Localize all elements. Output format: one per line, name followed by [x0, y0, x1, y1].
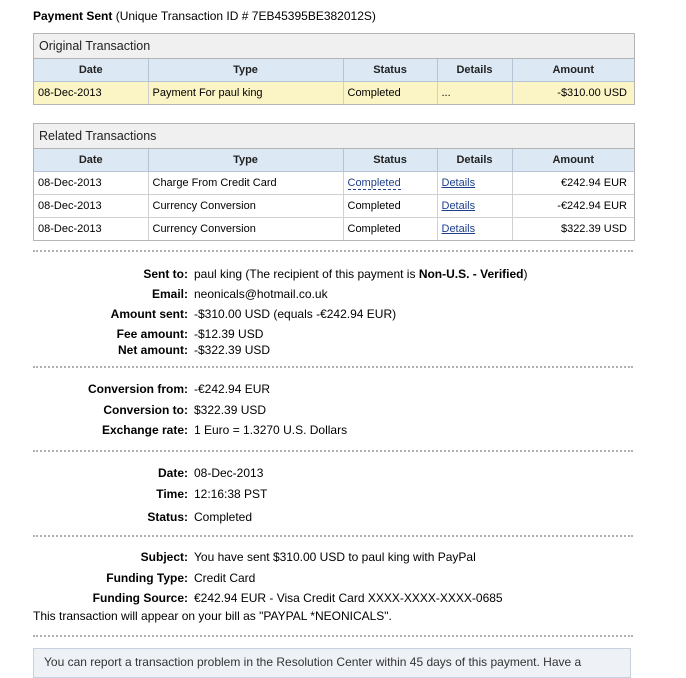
- date-value: 08-Dec-2013: [194, 466, 264, 480]
- original-transaction-panel: [33, 33, 635, 105]
- col-header-date: Date: [34, 149, 148, 172]
- details-link[interactable]: Details: [441, 177, 476, 189]
- divider: [33, 535, 633, 537]
- time-value: 12:16:38 PST: [194, 487, 268, 501]
- fee-label: Fee amount:: [116, 327, 188, 341]
- funding-type-label: Funding Type:: [106, 571, 188, 585]
- col-header-status: Status: [343, 59, 437, 82]
- funding-source-label: Funding Source:: [92, 591, 188, 605]
- page-header: [33, 9, 376, 23]
- funding-type-value: Credit Card: [194, 571, 256, 585]
- conversion-to-row: [33, 402, 633, 418]
- resolution-notice: [33, 648, 631, 678]
- original-transaction-table: [34, 59, 634, 104]
- table-header-row: [34, 149, 634, 172]
- cell-status: Completed: [343, 195, 437, 218]
- col-header-details: Details: [437, 59, 512, 82]
- amount-label: Amount sent:: [110, 307, 188, 321]
- conversion-from-value: -€242.94 EUR: [194, 382, 271, 396]
- related-transactions-table: [34, 149, 634, 240]
- cell-date: 08-Dec-2013: [34, 172, 148, 195]
- table-header-row: [34, 59, 634, 82]
- subject-value: You have sent $310.00 USD to paul king with PayPal: [194, 550, 476, 564]
- sent-to-label: Sent to:: [143, 267, 188, 281]
- cell-type: Currency Conversion: [148, 195, 343, 218]
- subject-row: [33, 549, 633, 565]
- cell-date: 08-Dec-2013: [34, 82, 148, 105]
- status-row: [33, 509, 633, 525]
- date-row: [33, 465, 633, 481]
- divider: [33, 450, 633, 452]
- sent-to-row: [33, 266, 633, 282]
- exchange-rate-label: Exchange rate:: [101, 423, 188, 437]
- funding-type-row: [33, 570, 633, 586]
- table-row: [34, 218, 634, 241]
- exchange-rate-row: [33, 422, 633, 438]
- table-row: [34, 172, 634, 195]
- date-label: Date:: [157, 466, 188, 480]
- resolution-notice-text: You can report a transaction problem in the Resolution Center within 45 days of this payment. Have a: [44, 655, 582, 669]
- time-row: [33, 486, 633, 502]
- cell-details: [437, 172, 512, 195]
- fee-value: -$12.39 USD: [194, 327, 264, 341]
- recipient-name: paul king: [194, 267, 243, 281]
- funding-source-row: [33, 590, 633, 606]
- cell-date: 08-Dec-2013: [34, 195, 148, 218]
- status-label: Status:: [147, 510, 188, 524]
- col-header-amount: Amount: [512, 149, 634, 172]
- cell-details: [437, 195, 512, 218]
- cell-status: Completed: [343, 82, 437, 105]
- table-row: [34, 82, 634, 105]
- divider: [33, 250, 633, 252]
- email-value: neonicals@hotmail.co.uk: [194, 287, 328, 301]
- status-link[interactable]: Completed: [347, 177, 401, 189]
- details-link[interactable]: Details: [441, 223, 476, 235]
- recipient-note-post: ): [523, 267, 528, 281]
- cell-status: [343, 172, 437, 195]
- conversion-from-label: Conversion from:: [87, 382, 188, 396]
- exchange-rate-value: 1 Euro = 1.3270 U.S. Dollars: [194, 423, 348, 437]
- cell-status: Completed: [343, 218, 437, 241]
- col-header-details: Details: [437, 149, 512, 172]
- time-label: Time:: [156, 487, 188, 501]
- net-row: [33, 342, 633, 358]
- cell-type: Currency Conversion: [148, 218, 343, 241]
- cell-amount: -€242.94 EUR: [512, 195, 634, 218]
- col-header-type: Type: [148, 59, 343, 82]
- cell-date: 08-Dec-2013: [34, 218, 148, 241]
- funding-source-value: €242.94 EUR - Visa Credit Card XXXX-XXXX-XXXX-0685: [194, 591, 503, 605]
- fee-row: [33, 326, 633, 342]
- divider: [33, 635, 633, 637]
- cell-type: Charge From Credit Card: [148, 172, 343, 195]
- bill-note: This transaction will appear on your bill as "PAYPAL *NEONICALS".: [33, 609, 392, 623]
- amount-value: -$310.00 USD (equals -€242.94 EUR): [194, 307, 397, 321]
- original-transaction-title: Original Transaction: [34, 34, 634, 59]
- recipient-note-pre: (The recipient of this payment is: [245, 267, 419, 281]
- related-transactions-title: Related Transactions: [34, 124, 634, 149]
- cell-type: Payment For paul king: [148, 82, 343, 105]
- details-link[interactable]: Details: [441, 200, 476, 212]
- page-title: Payment Sent: [33, 9, 113, 23]
- cell-details: ...: [437, 82, 512, 105]
- divider: [33, 366, 633, 368]
- conversion-to-value: $322.39 USD: [194, 403, 267, 417]
- conversion-from-row: [33, 381, 633, 397]
- col-header-status: Status: [343, 149, 437, 172]
- cell-amount: €242.94 EUR: [512, 172, 634, 195]
- col-header-amount: Amount: [512, 59, 634, 82]
- net-label: Net amount:: [118, 343, 188, 357]
- sent-to-value: [194, 266, 528, 282]
- col-header-type: Type: [148, 149, 343, 172]
- amount-row: [33, 306, 633, 322]
- email-label: Email:: [151, 287, 188, 301]
- col-header-date: Date: [34, 59, 148, 82]
- cell-amount: $322.39 USD: [512, 218, 634, 241]
- transaction-id: (Unique Transaction ID # 7EB45395BE382012S): [115, 9, 376, 23]
- cell-amount: -$310.00 USD: [512, 82, 634, 105]
- cell-details: [437, 218, 512, 241]
- subject-label: Subject:: [140, 550, 188, 564]
- conversion-to-label: Conversion to:: [103, 403, 188, 417]
- table-row: [34, 195, 634, 218]
- status-value: Completed: [194, 510, 253, 524]
- recipient-status: Non-U.S. - Verified: [418, 267, 524, 281]
- related-transactions-panel: [33, 123, 635, 241]
- net-value: -$322.39 USD: [194, 343, 271, 357]
- email-row: [33, 286, 633, 302]
